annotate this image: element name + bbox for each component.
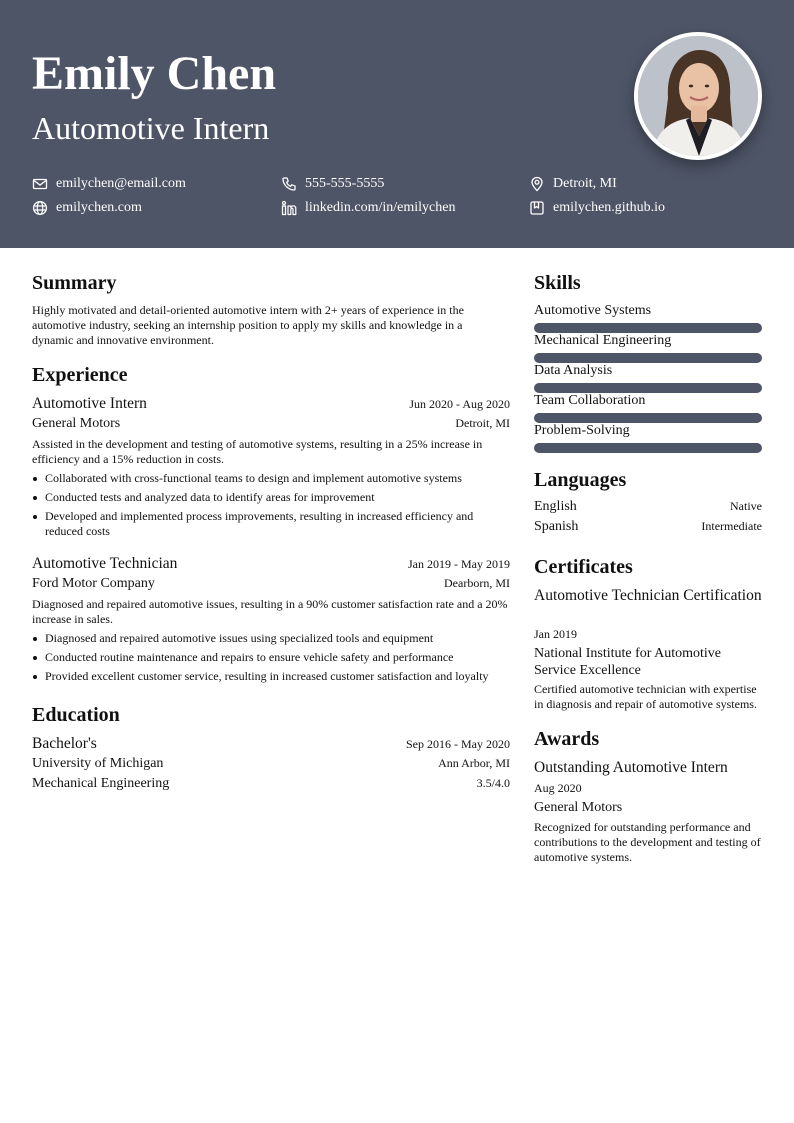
contact-phone[interactable]: [281, 175, 384, 193]
education-gpa: 3.5/4.0: [476, 776, 510, 790]
education-heading: Education: [32, 704, 120, 726]
contact-linkedin-text: linkedin.com/in/emilychen: [305, 200, 456, 215]
skill-label: Data Analysis: [534, 363, 613, 378]
education-dates: Sep 2016 - May 2020: [406, 737, 510, 751]
contact-website[interactable]: [32, 199, 142, 217]
contact-location: [529, 175, 617, 193]
skill-bar: [534, 443, 762, 453]
skill-label: Problem-Solving: [534, 423, 630, 438]
phone-icon: [281, 176, 297, 192]
globe-icon: [32, 200, 48, 216]
list-item: Conducted tests and analyzed data to identify areas for improvement: [32, 490, 492, 505]
certificate-title: Automotive Technician Certification: [534, 587, 762, 604]
job-1-company: General Motors: [32, 416, 121, 431]
language-name: Spanish: [534, 519, 579, 534]
languages-heading: Languages: [534, 469, 627, 491]
award-description: Recognized for outstanding performance and contributions to the development and testing of automotive systems.: [534, 820, 761, 864]
education-degree: Bachelor's: [32, 735, 97, 752]
language-row: [534, 519, 762, 535]
skill-label: Team Collaboration: [534, 393, 646, 408]
job-2-company: Ford Motor Company: [32, 576, 155, 591]
summary-text: Highly motivated and detail-oriented automotive intern with 2+ years of experience in the automotive industry, seeking an internship position to apply my skills and knowledge in a dynamic and innovative environment.: [32, 303, 464, 347]
profile-photo: [634, 32, 762, 160]
job-2-bullets: [32, 631, 502, 688]
contact-website-text: emilychen.com: [56, 200, 142, 215]
language-level: Intermediate: [701, 519, 762, 533]
job-1-description: Assisted in the development and testing of automotive systems, resulting in a 25% increase in efficiency and a 15% reduction in costs.: [32, 437, 483, 466]
contact-portfolio-text: emilychen.github.io: [553, 200, 665, 215]
location-icon: [529, 176, 545, 192]
skill-label: Mechanical Engineering: [534, 333, 672, 348]
job-2-description: Diagnosed and repaired automotive issues, resulting in a 90% customer satisfaction rate and a 20% increase in sales.: [32, 597, 508, 626]
job-2-role: Automotive Technician: [32, 555, 178, 572]
contact-linkedin[interactable]: [281, 199, 455, 217]
job-1-bullets: [32, 471, 492, 543]
contact-location-text: Detroit, MI: [553, 176, 617, 191]
award-title: Outstanding Automotive Intern: [534, 759, 728, 776]
linkedin-icon: [281, 200, 297, 216]
job-1-dates: Jun 2020 - Aug 2020: [409, 397, 510, 411]
contact-phone-text: 555-555-5555: [305, 176, 385, 191]
education-school: University of Michigan: [32, 756, 164, 771]
job-1-company-row: [32, 416, 510, 432]
education-location: Ann Arbor, MI: [438, 756, 510, 770]
job-2-header: [32, 555, 510, 573]
list-item: Collaborated with cross-functional teams to design and implement automotive systems: [32, 471, 492, 486]
language-level: Native: [730, 499, 762, 513]
mail-icon: [32, 176, 48, 192]
list-item: Developed and implemented process improvements, resulting in increased efficiency and reduced costs: [32, 509, 492, 539]
list-item: Diagnosed and repaired automotive issues using specialized tools and equipment: [32, 631, 502, 646]
job-2-dates: Jan 2019 - May 2019: [408, 557, 510, 571]
resume-header: [0, 0, 794, 248]
contact-portfolio[interactable]: [529, 199, 665, 217]
certificate-date: Jan 2019: [534, 627, 577, 641]
job-1-location: Detroit, MI: [455, 416, 510, 430]
education-field-row: [32, 776, 510, 792]
list-item: Conducted routine maintenance and repairs to ensure vehicle safety and performance: [32, 650, 502, 665]
job-2-company-row: [32, 576, 510, 592]
job-1-role: Automotive Intern: [32, 395, 147, 412]
job-2-location: Dearborn, MI: [444, 576, 510, 590]
education-school-row: [32, 756, 510, 772]
awards-heading: Awards: [534, 728, 600, 750]
job-1-header: [32, 395, 510, 413]
candidate-title: Automotive Intern: [32, 110, 270, 146]
contact-email-text: emilychen@email.com: [56, 176, 186, 191]
language-row: [534, 499, 762, 515]
candidate-name: Emily Chen: [32, 47, 277, 100]
summary-heading: Summary: [32, 272, 117, 294]
skill-label: Automotive Systems: [534, 303, 652, 318]
certificates-heading: Certificates: [534, 556, 633, 578]
experience-heading: Experience: [32, 364, 128, 386]
award-issuer: General Motors: [534, 800, 623, 815]
education-degree-row: [32, 735, 510, 753]
contact-email[interactable]: [32, 175, 186, 193]
certificate-description: Certified automotive technician with expertise in diagnosis and repair of automotive systems.: [534, 682, 757, 711]
skills-heading: Skills: [534, 272, 581, 294]
education-field: Mechanical Engineering: [32, 776, 170, 791]
certificate-issuer: National Institute for Automotive Service Excellence: [534, 646, 722, 678]
award-date: Aug 2020: [534, 781, 582, 795]
list-item: Provided excellent customer service, resulting in increased customer satisfaction and loyalty: [32, 669, 502, 684]
portfolio-icon: [529, 200, 545, 216]
language-name: English: [534, 499, 577, 514]
